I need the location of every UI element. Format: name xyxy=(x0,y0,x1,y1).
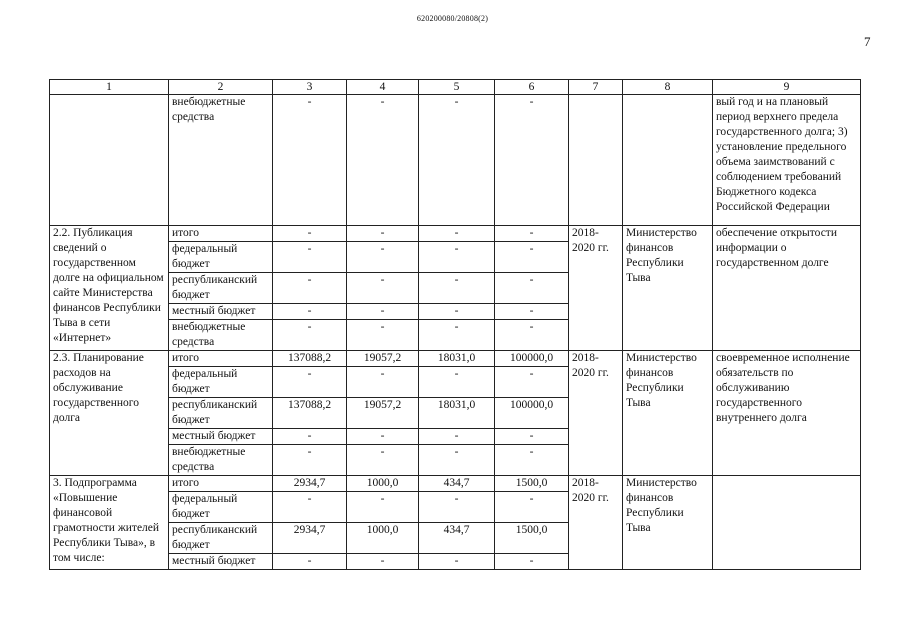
value-cell: - xyxy=(495,367,569,398)
value-cell: - xyxy=(495,273,569,304)
value-cell: 1500,0 xyxy=(495,523,569,554)
value-cell: 19057,2 xyxy=(347,398,419,429)
table-body xyxy=(50,80,861,570)
value-cell: - xyxy=(495,95,569,226)
value-cell: - xyxy=(495,320,569,351)
result-cell: вый год и на плановый период верхнего предела государственного долга; 3) установление предельного объема заимствований с соблюдением требований Бюджетного кодекса Российской Федерации xyxy=(713,95,861,226)
value-cell: - xyxy=(273,445,347,476)
value-cell: - xyxy=(495,226,569,242)
value-cell: - xyxy=(419,320,495,351)
value-cell: - xyxy=(419,273,495,304)
funding-source: местный бюджет xyxy=(169,554,273,570)
period-cell xyxy=(569,95,623,226)
value-cell: - xyxy=(273,304,347,320)
executor-cell: Министерство финансов Республики Тыва xyxy=(623,351,713,476)
funding-source: внебюджетные средства xyxy=(169,95,273,226)
value-cell: 2934,7 xyxy=(273,476,347,492)
executor-cell: Министерство финансов Республики Тыва xyxy=(623,226,713,351)
column-header: 6 xyxy=(495,80,569,95)
measure-name-cell xyxy=(50,95,169,226)
value-cell: - xyxy=(419,242,495,273)
period-cell: 2018-2020 гг. xyxy=(569,476,623,570)
value-cell: - xyxy=(419,429,495,445)
funding-source: республиканский бюджет xyxy=(169,273,273,304)
result-cell: своевременное исполнение обязательств по обслуживанию государственного внутреннего долга xyxy=(713,351,861,476)
value-cell: - xyxy=(495,242,569,273)
value-cell: - xyxy=(273,554,347,570)
value-cell: - xyxy=(495,429,569,445)
funding-source: местный бюджет xyxy=(169,304,273,320)
table-row xyxy=(50,226,861,242)
value-cell: 100000,0 xyxy=(495,398,569,429)
period-cell: 2018-2020 гг. xyxy=(569,351,623,476)
column-header: 8 xyxy=(623,80,713,95)
value-cell: - xyxy=(273,367,347,398)
value-cell: - xyxy=(347,242,419,273)
value-cell: 137088,2 xyxy=(273,398,347,429)
value-cell: - xyxy=(273,273,347,304)
funding-source: итого xyxy=(169,476,273,492)
value-cell: - xyxy=(347,554,419,570)
funding-source: республиканский бюджет xyxy=(169,523,273,554)
column-header: 3 xyxy=(273,80,347,95)
value-cell: - xyxy=(495,554,569,570)
funding-source: республиканский бюджет xyxy=(169,398,273,429)
value-cell: - xyxy=(347,273,419,304)
value-cell: - xyxy=(495,445,569,476)
value-cell: - xyxy=(419,492,495,523)
funding-source: федеральный бюджет xyxy=(169,492,273,523)
value-cell: - xyxy=(495,304,569,320)
value-cell: 1500,0 xyxy=(495,476,569,492)
value-cell: 137088,2 xyxy=(273,351,347,367)
value-cell: 1000,0 xyxy=(347,476,419,492)
funding-source: итого xyxy=(169,351,273,367)
value-cell: 1000,0 xyxy=(347,523,419,554)
funding-source: местный бюджет xyxy=(169,429,273,445)
value-cell: - xyxy=(347,492,419,523)
column-header: 4 xyxy=(347,80,419,95)
executor-cell xyxy=(623,95,713,226)
column-header: 5 xyxy=(419,80,495,95)
result-cell xyxy=(713,476,861,570)
value-cell: - xyxy=(419,367,495,398)
value-cell: - xyxy=(419,304,495,320)
value-cell: - xyxy=(347,226,419,242)
value-cell: 2934,7 xyxy=(273,523,347,554)
value-cell: - xyxy=(273,95,347,226)
column-header-row xyxy=(50,80,861,95)
funding-source: федеральный бюджет xyxy=(169,367,273,398)
page-number: 7 xyxy=(864,34,871,49)
funding-source: внебюджетные средства xyxy=(169,320,273,351)
column-header: 9 xyxy=(713,80,861,95)
column-header: 2 xyxy=(169,80,273,95)
value-cell: - xyxy=(419,554,495,570)
value-cell: 18031,0 xyxy=(419,398,495,429)
value-cell: 434,7 xyxy=(419,523,495,554)
column-header: 1 xyxy=(50,80,169,95)
executor-cell: Министерство финансов Республики Тыва xyxy=(623,476,713,570)
value-cell: - xyxy=(347,304,419,320)
value-cell: - xyxy=(347,95,419,226)
funding-source: внебюджетные средства xyxy=(169,445,273,476)
value-cell: - xyxy=(495,492,569,523)
value-cell: - xyxy=(347,320,419,351)
value-cell: - xyxy=(273,320,347,351)
value-cell: - xyxy=(419,95,495,226)
table-row xyxy=(50,351,861,367)
funding-source: федеральный бюджет xyxy=(169,242,273,273)
value-cell: - xyxy=(347,367,419,398)
result-cell: обеспечение открытости информации о государственном долге xyxy=(713,226,861,351)
value-cell: - xyxy=(347,429,419,445)
table-row xyxy=(50,476,861,492)
measure-name-cell: 3. Подпрограмма «Повышение финансовой грамотности жителей Республики Тыва», в том числе: xyxy=(50,476,169,570)
value-cell: 100000,0 xyxy=(495,351,569,367)
value-cell: - xyxy=(347,445,419,476)
funding-source: итого xyxy=(169,226,273,242)
value-cell: 19057,2 xyxy=(347,351,419,367)
value-cell: - xyxy=(273,226,347,242)
column-header: 7 xyxy=(569,80,623,95)
program-table xyxy=(49,79,861,570)
value-cell: - xyxy=(273,429,347,445)
value-cell: 434,7 xyxy=(419,476,495,492)
value-cell: 18031,0 xyxy=(419,351,495,367)
measure-name-cell: 2.2. Публикация сведений о государственном долге на официальном сайте Министерства финансов Республики Тыва в сети «Интернет» xyxy=(50,226,169,351)
value-cell: - xyxy=(419,445,495,476)
value-cell: - xyxy=(273,492,347,523)
document-number: 620200080/20808(2) xyxy=(416,14,489,23)
continuation-row xyxy=(50,95,861,226)
value-cell: - xyxy=(273,242,347,273)
value-cell: - xyxy=(419,226,495,242)
period-cell: 2018-2020 гг. xyxy=(569,226,623,351)
measure-name-cell: 2.3. Планирование расходов на обслуживание государственного долга xyxy=(50,351,169,476)
